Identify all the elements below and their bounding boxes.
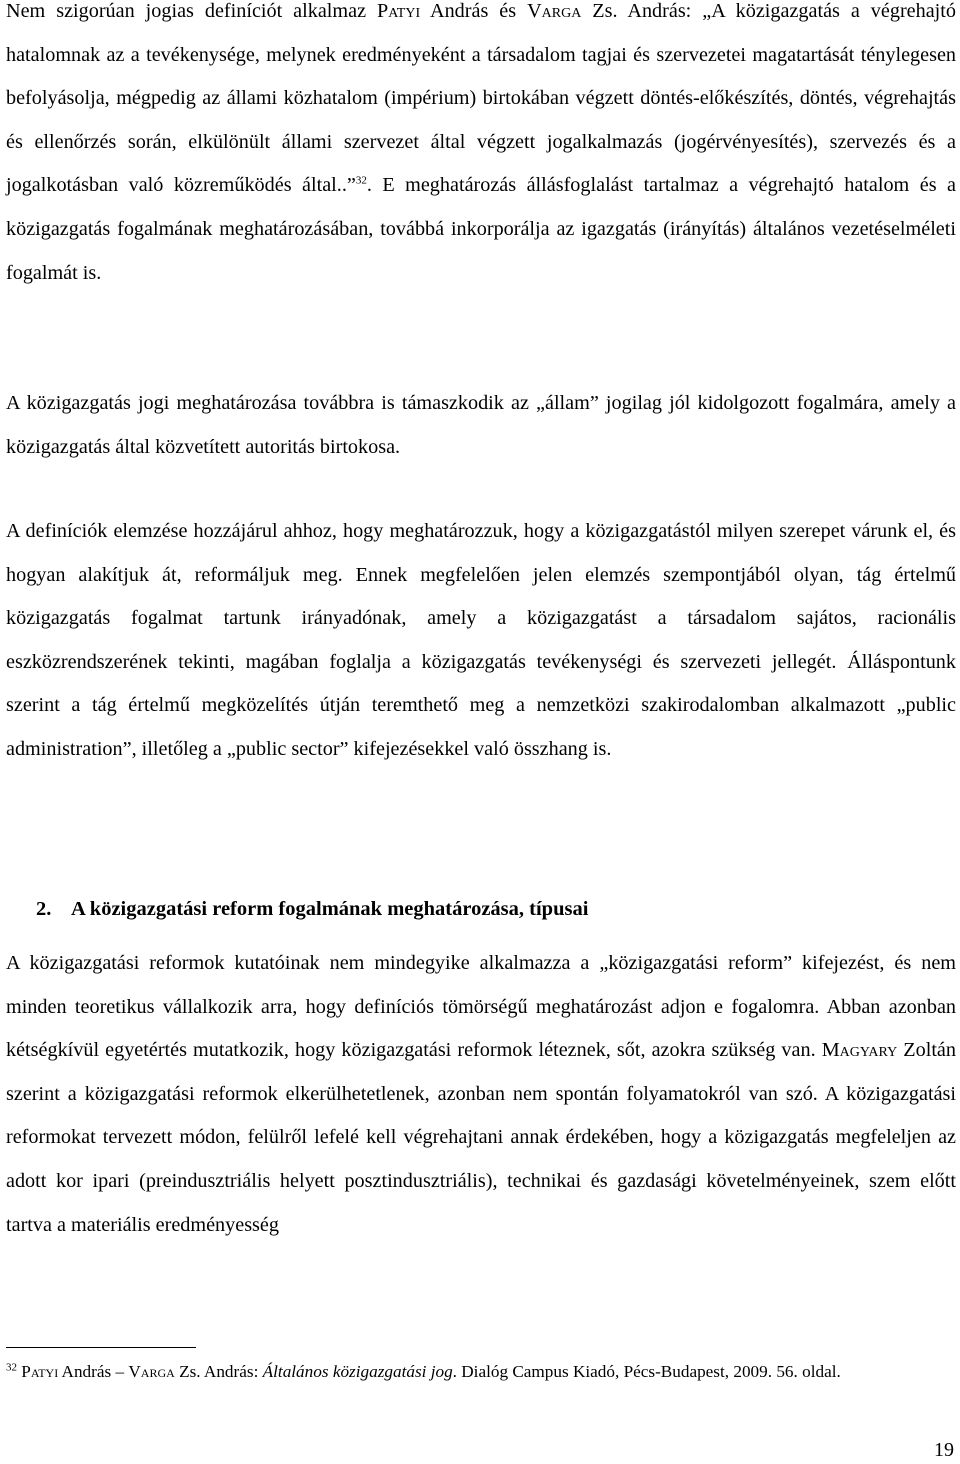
footnote-book-title: Általános közigazgatási jog — [262, 1362, 453, 1381]
author-patyi: Patyi — [377, 0, 421, 22]
paragraph-1-text-a: Nem szigorúan jogias definíciót alkalmaz — [6, 0, 378, 22]
paragraph-1-quote: Zs. András: „A közigazgatás a végrehajtó hatalomnak az a tevékenysége, melynek eredményeként a társadalom tagjai és szervezetei magatartását ténylegesen befolyásolja, mégpedig az állami közhatalom (impérium) birtokában végzett döntés-előkészítés, döntés, végrehajtás és ellenőrzés során, elkülönült állami szervezet által végzett jogalkalmazás (jogérvényesítés), szervezés és a jogalkotásban való közreműködés által..” — [6, 0, 956, 197]
paragraph-3: A definíciók elemzése hozzájárul ahhoz, hogy meghatározzuk, hogy a közigazgatástól milyen szerepet várunk el, és hogyan alakítjuk át, reformáljuk meg. Ennek megfelelően jelen elemzés szempontjából olyan, tág értelmű közigazgatás fogalmat tartunk irányadónak, amely a közigazgatást a társadalom sajátos, racionális eszközrendszerének tekinti, magában foglalja a közigazgatás tevékenységi és szervezeti jellegét. Álláspontunk szerint a tág értelmű megközelítés útján teremthető meg a nemzetközi szakirodalomban alkalmazott „public administration”, illetőleg a „public sector” kifejezésekkel való összhang is. — [6, 520, 956, 760]
section-number: 2. — [36, 898, 52, 920]
footnote-separator — [6, 1347, 196, 1348]
paragraph-2: A közigazgatás jogi meghatározása továbbra is támaszkodik az „állam” jogilag jól kidolgozott fogalmára, amely a közigazgatás által közvetített autoritás birtokosa. — [6, 392, 956, 458]
footnote-text-b: Zs. András: — [174, 1362, 263, 1381]
paragraph-4-text-a: A közigazgatási reformok kutatóinak nem mindegyike alkalmazza a „közigazgatási reform” kifejezést, és nem minden teoretikus vállalkozik arra, hogy definíciós tömörségű meghatározást adjon e fogalomra. Abban azonban kétségkívül egyetértés mutatkozik, hogy közigazgatási reformok léteznek, sőt, azokra szükség van. — [6, 952, 956, 1062]
page-number: 19 — [934, 1439, 954, 1461]
paragraph-4 — [6, 942, 956, 1247]
author-varga: Varga — [527, 0, 582, 22]
section-heading — [36, 888, 588, 932]
footnote-text-a: András – — [58, 1362, 129, 1381]
paragraph-1 — [6, 0, 956, 295]
footnote-author-varga: Varga — [128, 1362, 175, 1381]
footnote-number: 32 — [6, 1361, 17, 1374]
section-title: A közigazgatási reform fogalmának meghatározása, típusai — [71, 898, 589, 920]
footnote-reference-32[interactable]: 32 — [355, 174, 367, 187]
author-magyary: Magyary — [821, 1039, 898, 1062]
footnote-text-c: . Dialóg Campus Kiadó, Pécs-Budapest, 2009. 56. oldal. — [452, 1362, 841, 1381]
paragraph-1-text-d: . E meghatározás állásfoglalást tartalmaz a végrehajtó hatalom és a közigazgatás fogalmának meghatározásában, továbbá inkorporálja az igazgatás (irányítás) általános vezetéselméleti fogalmát is. — [6, 174, 956, 284]
paragraph-1-text-b: András és — [420, 0, 528, 22]
footnote-author-patyi: Patyi — [21, 1362, 59, 1381]
footnote-32 — [6, 1359, 956, 1384]
paragraph-4-text-b: Zoltán szerint a közigazgatási reformok elkerülhetetlenek, azonban nem spontán folyamatokról van szó. A közigazgatási reformokat tervezett módon, felülről lefelé kell végrehajtani annak érdekében, hogy a közigazgatás megfeleljen az adott kor ipari (preindusztriális helyett posztindusztriális), technikai és gazdasági követelményeinek, szem előtt tartva a materiális eredményesség — [6, 1039, 956, 1236]
